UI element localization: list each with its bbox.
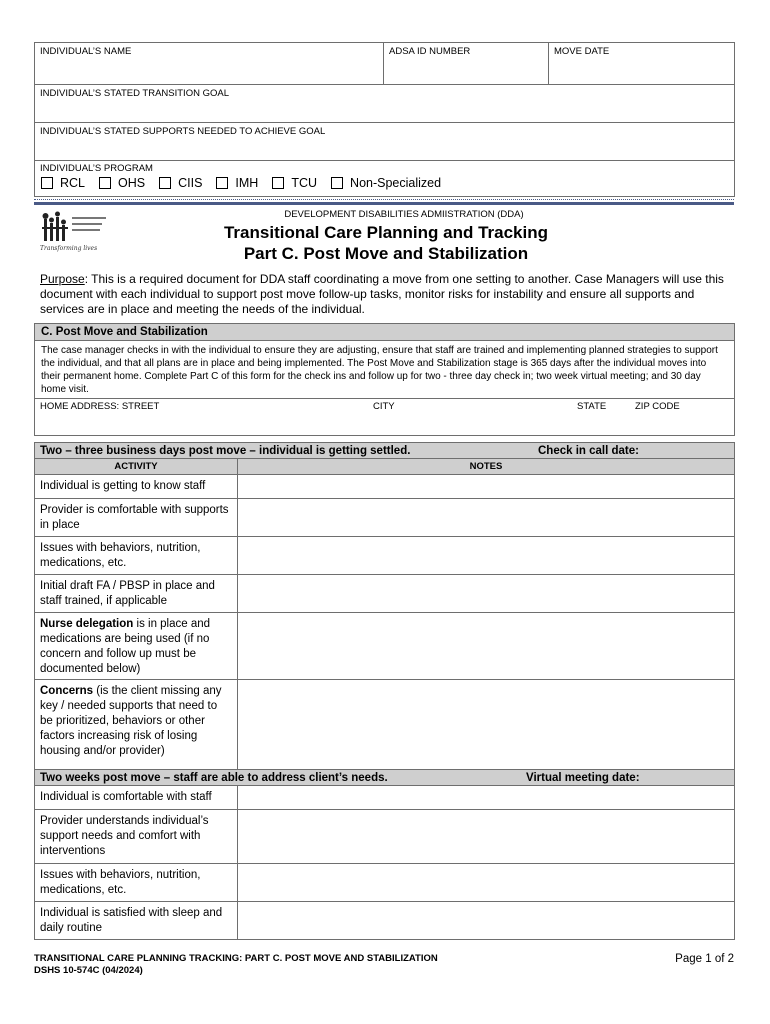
- form-header: [34, 202, 734, 272]
- program-option-imh[interactable]: [216, 176, 258, 190]
- adsa-id-label: ADSA ID NUMBER: [389, 46, 471, 57]
- move-date-field[interactable]: [549, 43, 735, 85]
- activity-cell: [35, 680, 238, 770]
- stage1-title: Two – three business days post move – individual is getting settled.: [40, 445, 411, 457]
- activity-text: Initial draft FA / PBSP in place and staff trained, if applicable: [40, 580, 215, 607]
- virtual-meeting-date-label: Virtual meeting date:: [526, 772, 640, 784]
- form-subtitle: Part C. Post Move and Stabilization: [243, 244, 529, 263]
- checkbox-icon[interactable]: [99, 177, 111, 189]
- program-option-label: RCL: [60, 176, 86, 190]
- individual-info-table: [34, 42, 735, 197]
- activity-cell: [35, 499, 238, 537]
- program-option-label: CIIS: [178, 176, 203, 190]
- activity-cell: [35, 575, 238, 613]
- activity-text: Provider understands individual’s support needs and comfort with interventions: [40, 815, 209, 857]
- activity-cell: [35, 810, 238, 864]
- city-label: CITY: [373, 401, 395, 412]
- purpose-paragraph: [34, 272, 734, 317]
- stage2-title: Two weeks post move – staff are able to address client’s needs.: [40, 772, 388, 784]
- notes-cell[interactable]: [238, 613, 735, 680]
- stage2-heading: [35, 770, 735, 786]
- activity-text: Issues with behaviors, nutrition, medications, etc.: [40, 542, 201, 569]
- program-field: [35, 161, 735, 197]
- notes-cell[interactable]: [238, 575, 735, 613]
- logo-tagline: Transforming lives: [40, 245, 98, 252]
- transition-goal-field[interactable]: [35, 85, 735, 123]
- notes-cell[interactable]: [238, 864, 735, 902]
- program-label: INDIVIDUAL’S PROGRAM: [40, 163, 153, 174]
- page-footer: [34, 953, 734, 977]
- supports-needed-field[interactable]: [35, 123, 735, 161]
- purpose-text: : This is a required document for DDA staff coordinating a move from one setting to another. Case Managers will use this document with each individual to support post move follow-up tasks, monitor risks for instability and ensure all supports and services are in place and meeting the needs of the individual.: [40, 272, 724, 316]
- individual-name-field[interactable]: [35, 43, 384, 85]
- checkbox-icon[interactable]: [41, 177, 53, 189]
- footer-form-number: DSHS 10-574C (04/2024): [34, 965, 143, 976]
- program-option-non-specialized[interactable]: [331, 176, 441, 190]
- notes-cell[interactable]: [238, 786, 735, 810]
- notes-cell[interactable]: [238, 810, 735, 864]
- activity-text: Individual is satisfied with sleep and daily routine: [40, 907, 223, 934]
- program-option-rcl[interactable]: [41, 176, 85, 190]
- activity-text: Issues with behaviors, nutrition, medications, etc.: [40, 869, 201, 896]
- program-option-tcu[interactable]: [272, 176, 317, 190]
- activity-table: [34, 442, 735, 940]
- program-option-ohs[interactable]: [99, 176, 145, 190]
- transition-goal-label: INDIVIDUAL’S STATED TRANSITION GOAL: [40, 88, 229, 99]
- state-label: STATE: [577, 401, 607, 412]
- activity-text: Provider is comfortable with supports in place: [40, 504, 229, 531]
- program-option-label: OHS: [118, 176, 146, 190]
- individual-name-label: INDIVIDUAL’S NAME: [40, 46, 132, 57]
- section-c-heading: C. Post Move and Stabilization: [35, 324, 735, 341]
- form-title: Transitional Care Planning and Tracking: [223, 223, 549, 242]
- section-c-description: The case manager checks in with the individual to ensure they are adjusting, ensure that staff are trained and implementing planned strategies to support the individual, and that all plans are in place and being implemented. The Post Move and Stabilization stage is 365 days after the individual moves into their permanent home. Complete Part C of this form for the check ins and follow up for two - three day check in; two week virtual meeting; and 30 day home visit.: [35, 341, 735, 399]
- notes-cell[interactable]: [238, 680, 735, 770]
- activity-text: (is the client missing any key / needed supports that need to be prioritized, behaviors or other factors increasing risk of losing housing and/or provider): [40, 685, 222, 757]
- activity-cell: [35, 475, 238, 499]
- table-row: [35, 475, 735, 499]
- table-row: [35, 613, 735, 680]
- notes-column-header: NOTES: [238, 459, 735, 475]
- notes-cell[interactable]: [238, 499, 735, 537]
- program-option-label: Non-Specialized: [350, 176, 442, 190]
- activity-column-header: ACTIVITY: [35, 459, 238, 475]
- stage1-heading: [35, 443, 735, 459]
- table-row: [35, 810, 735, 864]
- table-row: [35, 786, 735, 810]
- table-row: [35, 680, 735, 770]
- check-in-date-label: Check in call date:: [538, 445, 639, 457]
- program-option-label: TCU: [291, 176, 318, 190]
- notes-cell[interactable]: [238, 537, 735, 575]
- stage2-rows: [35, 786, 735, 940]
- activity-emphasis: Nurse delegation: [40, 618, 134, 630]
- activity-cell: [35, 613, 238, 680]
- program-option-label: IMH: [235, 176, 259, 190]
- stage1-rows: [35, 475, 735, 770]
- activity-text: is in place and medications are being used (if no concern and follow up must be documented below): [40, 618, 211, 675]
- program-option-ciis[interactable]: [159, 176, 202, 190]
- footer-form-title: TRANSITIONAL CARE PLANNING TRACKING: PART C. POST MOVE AND STABILIZATION: [34, 953, 438, 964]
- program-checkbox-row: [35, 174, 734, 193]
- activity-cell: [35, 864, 238, 902]
- page-number: Page 1 of 2: [675, 953, 734, 965]
- table-row: [35, 537, 735, 575]
- activity-text: Individual is getting to know staff: [40, 480, 206, 492]
- checkbox-icon[interactable]: [216, 177, 228, 189]
- notes-cell[interactable]: [238, 902, 735, 940]
- activity-cell: [35, 786, 238, 810]
- table-row: [35, 499, 735, 537]
- activity-text: Individual is comfortable with staff: [40, 791, 212, 803]
- activity-cell: [35, 537, 238, 575]
- checkbox-icon[interactable]: [272, 177, 284, 189]
- table-row: [35, 864, 735, 902]
- agency-name: DEVELOPMENT DISABILITIES ADMIISTRATION (DDA): [284, 209, 524, 220]
- checkbox-icon[interactable]: [331, 177, 343, 189]
- home-address-field[interactable]: [35, 399, 735, 436]
- adsa-id-field[interactable]: [384, 43, 549, 85]
- purpose-label: Purpose: [40, 272, 85, 286]
- move-date-label: MOVE DATE: [554, 46, 610, 57]
- section-c-table: [34, 323, 735, 436]
- checkbox-icon[interactable]: [159, 177, 171, 189]
- street-label: HOME ADDRESS: STREET: [40, 401, 160, 412]
- zip-label: ZIP CODE: [635, 401, 680, 412]
- activity-emphasis: Concerns: [40, 685, 94, 697]
- form-page: [34, 42, 734, 940]
- table-row: [35, 575, 735, 613]
- activity-cell: [35, 902, 238, 940]
- home-address-labels: [35, 399, 734, 435]
- supports-needed-label: INDIVIDUAL’S STATED SUPPORTS NEEDED TO ACHIEVE GOAL: [40, 126, 326, 137]
- notes-cell[interactable]: [238, 475, 735, 499]
- table-row: [35, 902, 735, 940]
